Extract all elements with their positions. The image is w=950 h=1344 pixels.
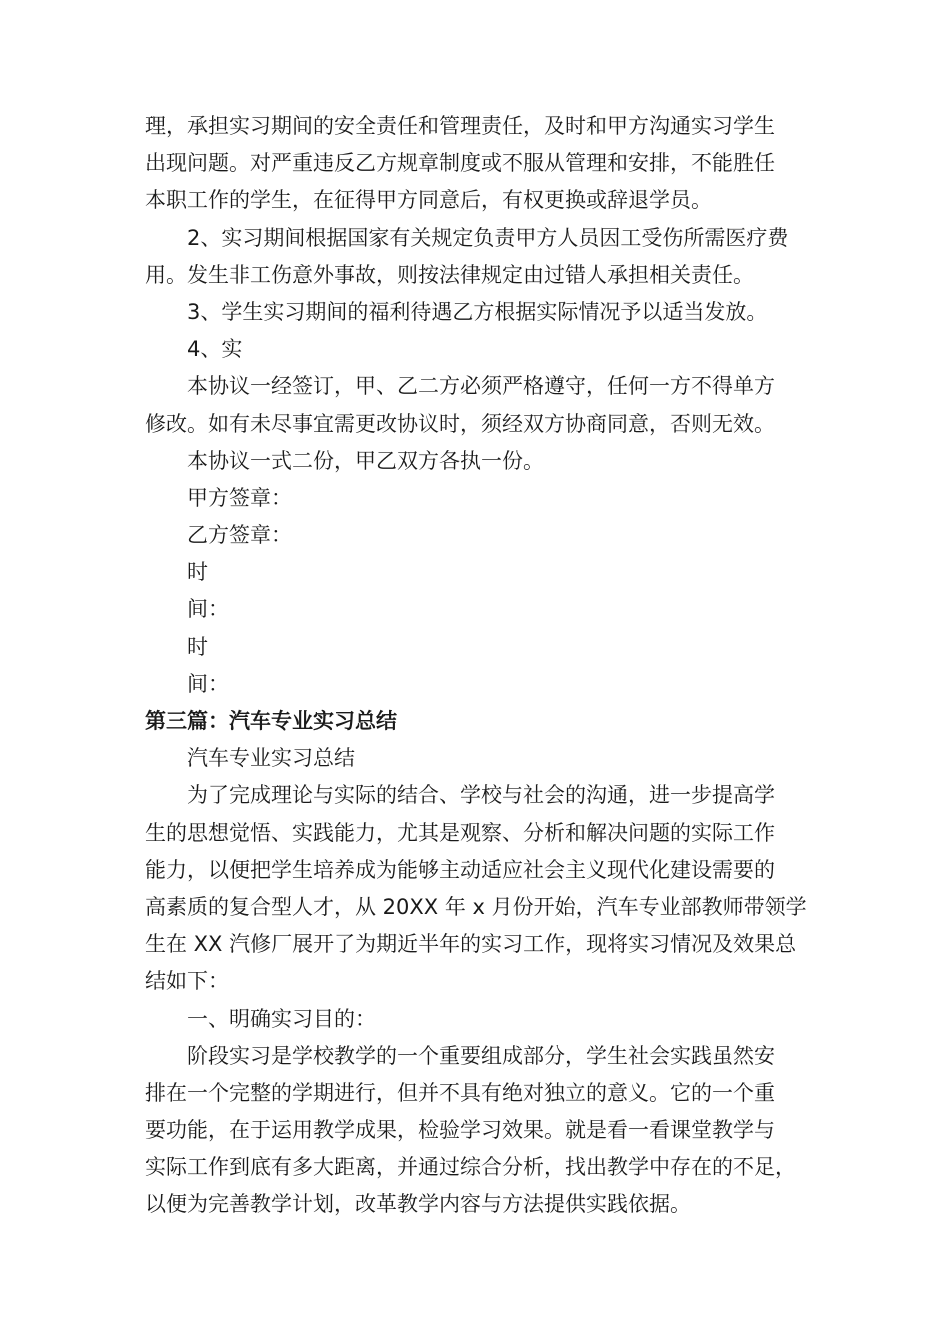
text-line: 甲方签章： <box>187 485 292 510</box>
text-line: 间： <box>187 597 229 622</box>
text-line: 4、实 <box>187 337 243 362</box>
text-line: 要功能，在于运用教学成果，检验学习效果。就是看一看课堂教学与 <box>145 1118 775 1143</box>
text-line: 间： <box>187 671 229 696</box>
text-line: 时 <box>187 560 208 585</box>
text-line: 能力，以便把学生培养成为能够主动适应社会主义现代化建设需要的 <box>145 857 775 882</box>
text-line: 生的思想觉悟、实践能力，尤其是观察、分析和解决问题的实际工作 <box>145 820 775 845</box>
text-line: 为了完成理论与实际的结合、学校与社会的沟通，进一步提高学 <box>187 783 775 808</box>
text-line: 高素质的复合型人才，从 20XX 年 x 月份开始，汽车专业部教师带领学 <box>145 894 807 919</box>
text-line: 乙方签章： <box>187 523 292 548</box>
text-line: 出现问题。对严重违反乙方规章制度或不服从管理和安排，不能胜任 <box>145 151 775 176</box>
text-line: 3、学生实习期间的福利待遇乙方根据实际情况予以适当发放。 <box>187 299 768 324</box>
document-body <box>145 108 811 1224</box>
text-line: 汽车专业实习总结 <box>187 746 355 771</box>
text-line: 2、实习期间根据国家有关规定负责甲方人员因工受伤所需医疗费 <box>187 225 789 250</box>
text-line: 以便为完善教学计划，改革教学内容与方法提供实践依据。 <box>145 1192 691 1217</box>
text-line: 排在一个完整的学期进行，但并不具有绝对独立的意义。它的一个重 <box>145 1080 775 1105</box>
text-line: 修改。如有未尽事宜需更改协议时，须经双方协商同意，否则无效。 <box>145 411 775 436</box>
text-line: 生在 XX 汽修厂展开了为期近半年的实习工作，现将实习情况及效果总 <box>145 932 797 957</box>
text-line: 结如下： <box>145 969 229 994</box>
text-line: 实际工作到底有多大距离，并通过综合分析，找出教学中存在的不足， <box>145 1155 796 1180</box>
text-line: 阶段实习是学校教学的一个重要组成部分，学生社会实践虽然安 <box>187 1043 775 1068</box>
text-line: 本协议一经签订，甲、乙二方必须严格遵守，任何一方不得单方 <box>187 374 775 399</box>
text-line: 用。发生非工伤意外事故，则按法律规定由过错人承担相关责任。 <box>145 262 754 287</box>
text-line: 时 <box>187 634 208 659</box>
section-heading: 第三篇：汽车专业实习总结 <box>145 709 397 733</box>
text-line: 一、明确实习目的： <box>187 1006 376 1031</box>
text-line: 本协议一式二份，甲乙双方各执一份。 <box>187 448 544 473</box>
text-line: 本职工作的学生，在征得甲方同意后，有权更换或辞退学员。 <box>145 188 712 213</box>
text-line: 理，承担实习期间的安全责任和管理责任，及时和甲方沟通实习学生 <box>145 114 775 138</box>
